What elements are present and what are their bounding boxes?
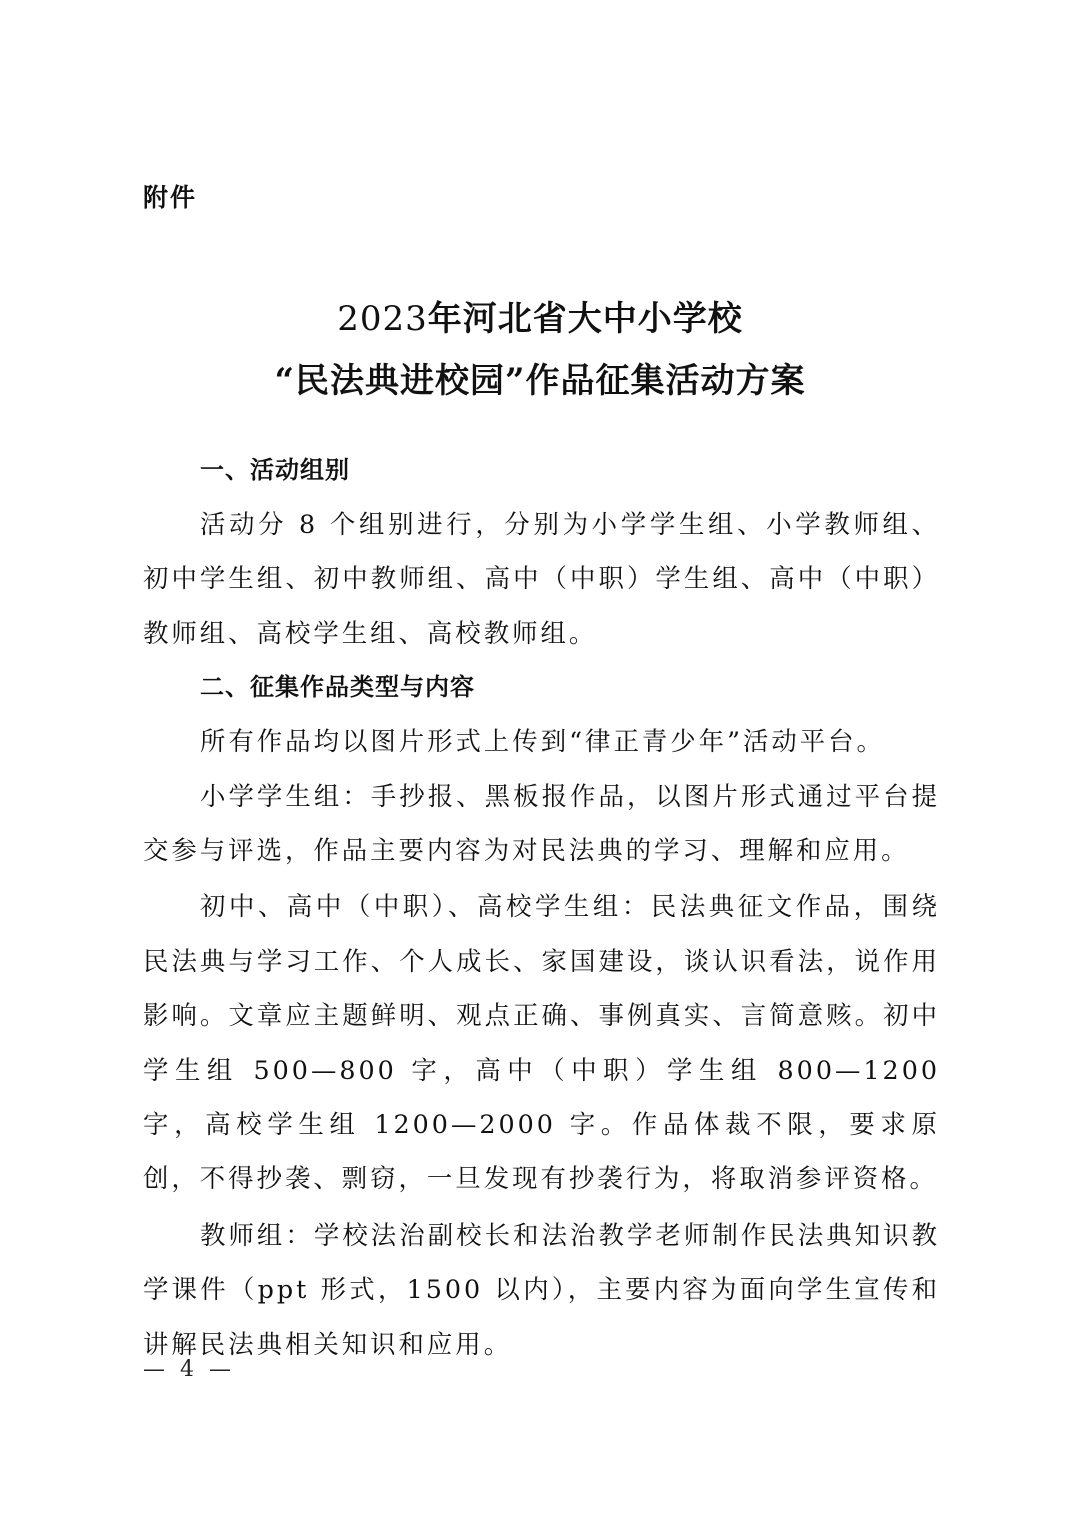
document-title [0, 288, 1080, 412]
paragraph-groups: 活动分 8 个组别进行，分别为小学学生组、小学教师组、初中学生组、初中教师组、高中（中职）学生组、高中（中职）教师组、高校学生组、高校教师组。 [143, 509, 940, 648]
section-heading-groups: 一、活动组别 [200, 456, 350, 484]
title-line-1-text: 年河北省大中小学校 [427, 299, 743, 339]
title-line-1 [0, 288, 1080, 350]
attachment-label: 附件 [143, 183, 198, 212]
page-number: — 4 — [143, 1357, 235, 1382]
title-year: 2023 [337, 299, 428, 339]
document-body [143, 443, 940, 1371]
paragraph-teachers: 教师组：学校法治副校长和法治教学老师制作民法典知识教学课件（ppt 形式，1500 以内），主要内容为面向学生宣传和讲解民法典相关知识和应用。 [143, 1219, 940, 1359]
paragraph-primary-students: 小学学生组：手抄报、黑板报作品，以图片形式通过平台提交参与评选，作品主要内容为对民法典的学习、理解和应用。 [143, 780, 940, 866]
paragraph-secondary-students: 初中、高中（中职）、高校学生组：民法典征文作品，围绕民法典与学习工作、个人成长、家国建设，谈认识看法，说作用影响。文章应主题鲜明、观点正确、事例真实、言简意赅。初中学生组 500—800 字，高中（中职）学生组 800—1200 字，高校学生组 1200—2000 字。作品体裁不限，要求原创，不得抄袭、剽窃，一旦发现有抄袭行为，将取消参评资格。 [143, 891, 940, 1194]
section-heading-works: 二、征集作品类型与内容 [200, 673, 475, 702]
paragraph-upload: 所有作品均以图片形式上传到“律正青少年”活动平台。 [200, 726, 885, 757]
title-line-2: “民法典进校园”作品征集活动方案 [274, 361, 806, 401]
